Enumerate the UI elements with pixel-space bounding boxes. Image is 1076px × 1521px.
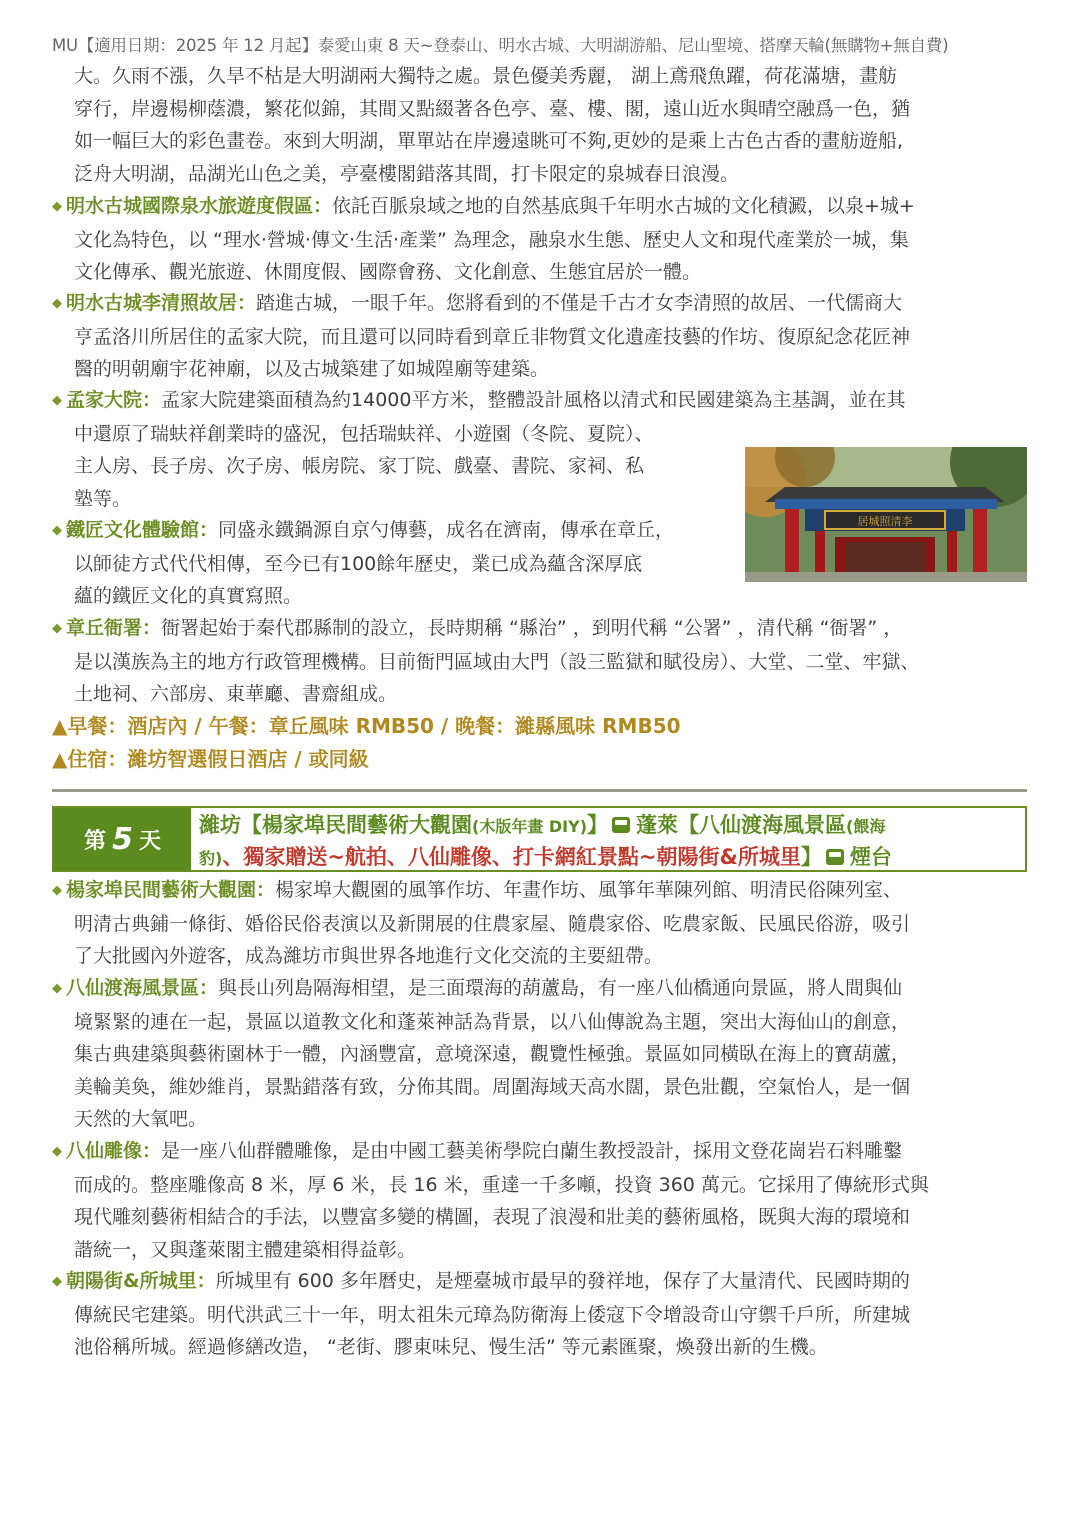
item-text: 現代雕刻藝術相結合的手法，以豐富多變的構圖，表現了浪漫和壯美的藝術風格，既與大海的環境和	[74, 1206, 911, 1228]
paragraph-line: 大。久雨不漲，久旱不枯是大明湖兩大獨特之處。景色優美秀麗， 湖上鳶飛魚躍，荷花滿塘，畫舫	[74, 65, 898, 87]
day4-item-liqingzhao	[52, 287, 1027, 386]
page-header: MU【適用日期：2025 年 12 月起】泰愛山東 8 天~登泰山、明水古城、大明湖游船、尼山聖境、搭摩天輪(無購物+無自費)	[52, 36, 949, 55]
item-text: 諧統一，又與蓬萊閣主體建築相得益彰。	[74, 1238, 417, 1261]
diamond-bullet-icon: ◆	[52, 883, 62, 898]
item-text: 所城里有 600 多年曆史，是煙臺城市最早的發祥地，保存了大量清代、民國時期的	[215, 1270, 910, 1292]
title-note: (餵海	[846, 817, 886, 836]
item-text: 了大批國內外遊客，成為濰坊市與世界各地進行文化交流的主要紐帶。	[74, 945, 664, 967]
paragraph-line: 泛舟大明湖，品湖光山色之美，亭臺樓閣錯落其間，打卡限定的泉城春日浪漫。	[74, 162, 740, 185]
item-text: 土地祠、六部房、東華廳、書齋組成。	[74, 683, 398, 705]
item-title: 鐵匠文化體驗館：	[66, 519, 219, 541]
day5-item-yangjiabu	[52, 874, 1027, 973]
item-text: 池俗稱所城。經過修繕改造， “老街、膠東味兒、慢生活” 等元素匯聚，煥發出新的生機。	[74, 1336, 828, 1358]
item-text: 是以漢族為主的地方行政管理機構。目前衙門區域由大門（設三監獄和賦役房）、大堂、二堂、牢獄、	[74, 650, 920, 673]
diamond-bullet-icon: ◆	[52, 523, 62, 538]
title-segment: 煙台	[849, 845, 892, 869]
meals-block	[52, 710, 1027, 775]
item-text: 楊家埠大觀園的風箏作坊、年畫作坊、風箏年華陳列館、明清民俗陳列室、	[275, 879, 903, 901]
item-text: 是一座八仙群體雕像，是由中國工藝美術學院白蘭生教授設計，採用文登花崗岩石料雕鑿	[161, 1140, 903, 1162]
day5-item-baxian-statue	[52, 1135, 1027, 1266]
item-text: 明清古典鋪一條街、婚俗民俗表演以及新開展的住農家屋、隨農家俗、吃農家飯、民風民俗游，吸引	[74, 912, 911, 935]
item-text: 醫的明朝廟宇花神廟，以及古城築建了如城隍廟等建築。	[74, 358, 550, 380]
item-title: 八仙雕像：	[66, 1140, 162, 1162]
day5-title	[191, 808, 1025, 870]
item-text: 亨孟洛川所居住的孟家大院，而且還可以同時看到章丘非物質文化遺產技藝的作坊、復原紀念花匠神	[74, 325, 911, 348]
diamond-bullet-icon: ◆	[52, 1144, 62, 1159]
day4-item-yamen	[52, 612, 1027, 711]
day-label-suffix: 天	[138, 828, 161, 854]
item-title: 楊家埠民間藝術大觀園：	[66, 879, 276, 901]
item-text: 而成的。整座雕像高 8 米，厚 6 米，長 16 米，重達一千多噸，投資 360 萬元。它採用了傳統形式與	[74, 1173, 929, 1196]
diamond-bullet-icon: ◆	[52, 621, 62, 636]
diamond-bullet-icon: ◆	[52, 393, 62, 408]
item-text: 與長山列島隔海相望，是三面環海的葫蘆島，有一座八仙橋通向景區，將人間與仙	[218, 977, 903, 999]
item-text: 蘊的鐵匠文化的真實寫照。	[74, 585, 303, 607]
diamond-bullet-icon: ◆	[52, 296, 62, 311]
item-text: 傳統民宅建築。明代洪武三十一年，明太祖朱元璋為防衛海上倭寇下令增設奇山守禦千戶所，所建城	[74, 1303, 911, 1326]
item-title: 明水古城國際泉水旅遊度假區：	[66, 195, 333, 217]
item-text: 美輪美奐，維妙維肖，景點錯落有致，分佈其間。周圍海域天高水闊，景色壯觀，空氣怡人，是一個	[74, 1075, 911, 1098]
item-text: 塾等。	[74, 487, 132, 510]
item-text: 踏進古城，一眼千年。您將看到的不僅是千古才女李清照的故居、一代儒商大	[256, 292, 903, 314]
day-label	[54, 808, 191, 870]
title-segment: 蓬萊【八仙渡海風景區	[636, 813, 847, 837]
paragraph-line: 穿行，岸邊楊柳蔭濃，繁花似錦，其間又點綴著各色亭、臺、樓、閣，遠山近水與晴空融爲一色，猶	[74, 97, 911, 120]
top-paragraph	[52, 60, 1027, 190]
item-text: 衙署起始于秦代郡縣制的設立，長時期稱 “縣治” ，到明代稱 “公署” ，清代稱 “衙署” ，	[161, 617, 903, 639]
item-text: 主人房、長子房、次子房、帳房院、家丁院、戲臺、書院、家祠、私	[74, 455, 645, 477]
day-label-prefix: 第	[84, 828, 107, 854]
day5-item-chaoyang	[52, 1265, 1027, 1364]
diamond-bullet-icon: ◆	[52, 199, 62, 214]
item-text: 文化傳承、觀光旅遊、休閒度假、國際會務、文化創意、生態宜居於一體。	[74, 261, 702, 283]
day4-item-mingshui-resort	[52, 190, 1027, 289]
item-text: 孟家大院建築面積為約14000平方米，整體設計風格以清式和民國建築為主基調，並在其	[161, 389, 906, 411]
item-title: 章丘衙署：	[66, 617, 162, 639]
title-segment: 濰坊【楊家埠民間藝術大觀園	[199, 813, 472, 837]
section-divider	[52, 789, 1027, 792]
photo-illustration	[745, 447, 1027, 582]
diamond-bullet-icon: ◆	[52, 981, 62, 996]
day-number: 5	[112, 821, 133, 857]
day5-item-baxian-scenic	[52, 972, 1027, 1136]
item-text: 同盛永鐵鍋源自京勺傳藝，成名在濟南，傳承在章丘，	[218, 519, 675, 541]
yamen-gate-photo	[745, 447, 1027, 582]
item-text: 中還原了瑞蚨祥創業時的盛況，包括瑞蚨祥、小遊園（冬院、夏院）、	[74, 422, 654, 445]
item-text: 依託百脈泉域之地的自然基底與千年明水古城的文化積澱，以泉+城+	[332, 195, 915, 217]
item-text: 境緊緊的連在一起，景區以道教文化和蓬萊神話為背景，以八仙傳說為主題，突出大海仙山的創意，	[74, 1010, 911, 1033]
item-text: 集古典建築與藝術園林于一體，內涵豐富，意境深遠，觀覽性極強。景區如同橫臥在海上的寶葫蘆，	[74, 1043, 911, 1065]
title-note: (木版年畫 DIY)	[472, 817, 588, 836]
bus-icon	[612, 817, 630, 833]
item-title: 孟家大院：	[66, 389, 162, 411]
diamond-bullet-icon: ◆	[52, 1274, 62, 1289]
item-text: 文化為特色，以 “理水·營城·傳文·生活·產業” 為理念，融泉水生態、歷史人文和現代產業於一城，集	[74, 228, 909, 251]
day5-header	[52, 806, 1027, 872]
title-segment: 】	[587, 813, 609, 837]
title-highlight: 、獨家贈送~航拍、八仙雕像、打卡網紅景點~朝陽街&所城里	[222, 845, 801, 869]
plaque-text: 居城照清李	[857, 515, 913, 528]
item-text: 天然的大氧吧。	[74, 1108, 208, 1130]
item-title: 明水古城李清照故居：	[66, 292, 257, 314]
title-segment: 】	[800, 845, 822, 869]
bus-icon	[826, 849, 844, 865]
item-text: 以師徒方式代代相傳，至今已有100餘年歷史，業已成為蘊含深厚底	[74, 552, 643, 575]
item-title: 朝陽街&所城里：	[66, 1270, 216, 1292]
item-title: 八仙渡海風景區：	[66, 977, 219, 999]
title-note: 豹)	[199, 849, 223, 868]
hotel-line: ▲住宿：濰坊智選假日酒店 / 或同級	[52, 746, 369, 771]
meals-line: ▲早餐：酒店內 / 午餐：章丘風味 RMB50 / 晚餐：濰縣風味 RMB50	[52, 714, 681, 738]
paragraph-line: 如一幅巨大的彩色畫卷。來到大明湖，單單站在岸邊遠眺可不夠,更妙的是乘上古色古香的畫舫遊船,	[74, 130, 904, 152]
